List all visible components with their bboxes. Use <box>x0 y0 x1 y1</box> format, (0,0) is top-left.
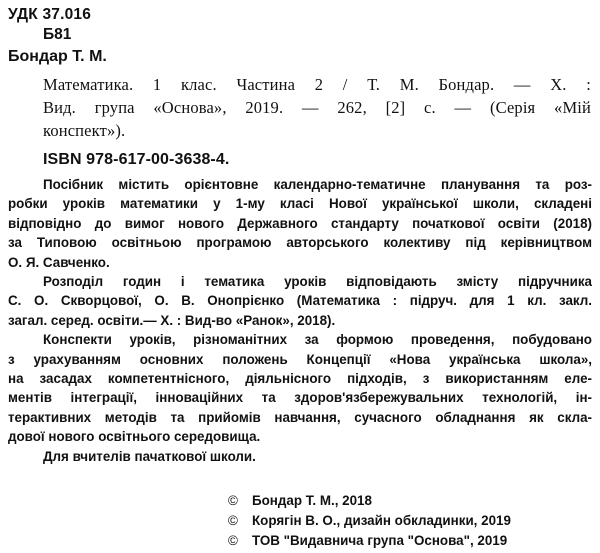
annotation-line: відповідно до вимог нового Державного стандарту початкової освіти (2018) <box>8 215 592 231</box>
annotation <box>8 175 592 466</box>
annotation-line: робки уроків математики у 1-му класі Нової української школи, складені <box>8 196 592 212</box>
copyright-icon: © <box>228 513 238 528</box>
annotation-line: О. Я. Савченко. <box>8 254 110 270</box>
author-mark: Б81 <box>43 26 72 43</box>
copyright-text: Бондар Т. М., 2018 <box>252 493 372 508</box>
annotation-line: Посібник містить орієнтовне календарно-тематичне планування та роз- <box>43 177 592 192</box>
isbn: ISBN 978-617-00-3638-4. <box>43 151 230 168</box>
udk-code: УДК 37.016 <box>8 6 92 23</box>
copyright-icon: © <box>228 493 238 508</box>
copyright-text: Корягін В. О., дизайн обкладинки, 2019 <box>252 513 511 528</box>
annotation-line: Конспекти уроків, різноманітних за формою проведення, побудовано <box>43 332 592 348</box>
biblio-line: Математика. 1 клас. Частина 2 / Т. М. Бондар. — Х. : <box>43 75 591 94</box>
annotation-line: загал. серед. освіти.— Х. : Вид-во «Ранок», 2018). <box>8 312 336 328</box>
annotation-line: дової нового освітнього середовища. <box>8 429 261 445</box>
copyright-block <box>228 491 511 551</box>
annotation-line: за Типовою освітньою програмою авторського колективу під керівництвом <box>8 235 592 251</box>
biblio-line: конспект»). <box>43 121 126 140</box>
annotation-line: Для вчителів пачаткової школи. <box>43 448 256 464</box>
annotation-line: Розподіл годин і тематика уроків відповідають змісту підручника <box>43 274 592 290</box>
copyright-entry <box>228 531 511 551</box>
copyright-entry <box>228 511 511 531</box>
annotation-line: терактивних методів та прийомів навчання, сучасного обладнання як скла- <box>8 409 592 425</box>
annotation-line: С. О. Скворцової, О. В. Онопрієнко (Математика : підруч. для 1 кл. закл. <box>8 293 592 309</box>
biblio-line: Вид. група «Основа», 2019. — 262, [2] с. — (Серія «Мій <box>43 98 591 117</box>
bibliographic-description <box>43 73 591 142</box>
copyright-entry <box>228 491 511 511</box>
copyright-text: ТОВ "Видавнича група "Основа", 2019 <box>252 533 508 548</box>
copyright-icon: © <box>228 533 238 548</box>
annotation-line: на засадах компетентнісного, діяльнісного підходів, з використанням еле- <box>8 371 592 387</box>
author-heading: Бондар Т. М. <box>8 48 107 65</box>
annotation-line: ментів інтеграції, інноваційних та здоров'язбережувальних технологій, ін- <box>8 390 592 406</box>
annotation-line: з урахуванням основних положень Концепції «Нова українська школа», <box>8 351 592 367</box>
